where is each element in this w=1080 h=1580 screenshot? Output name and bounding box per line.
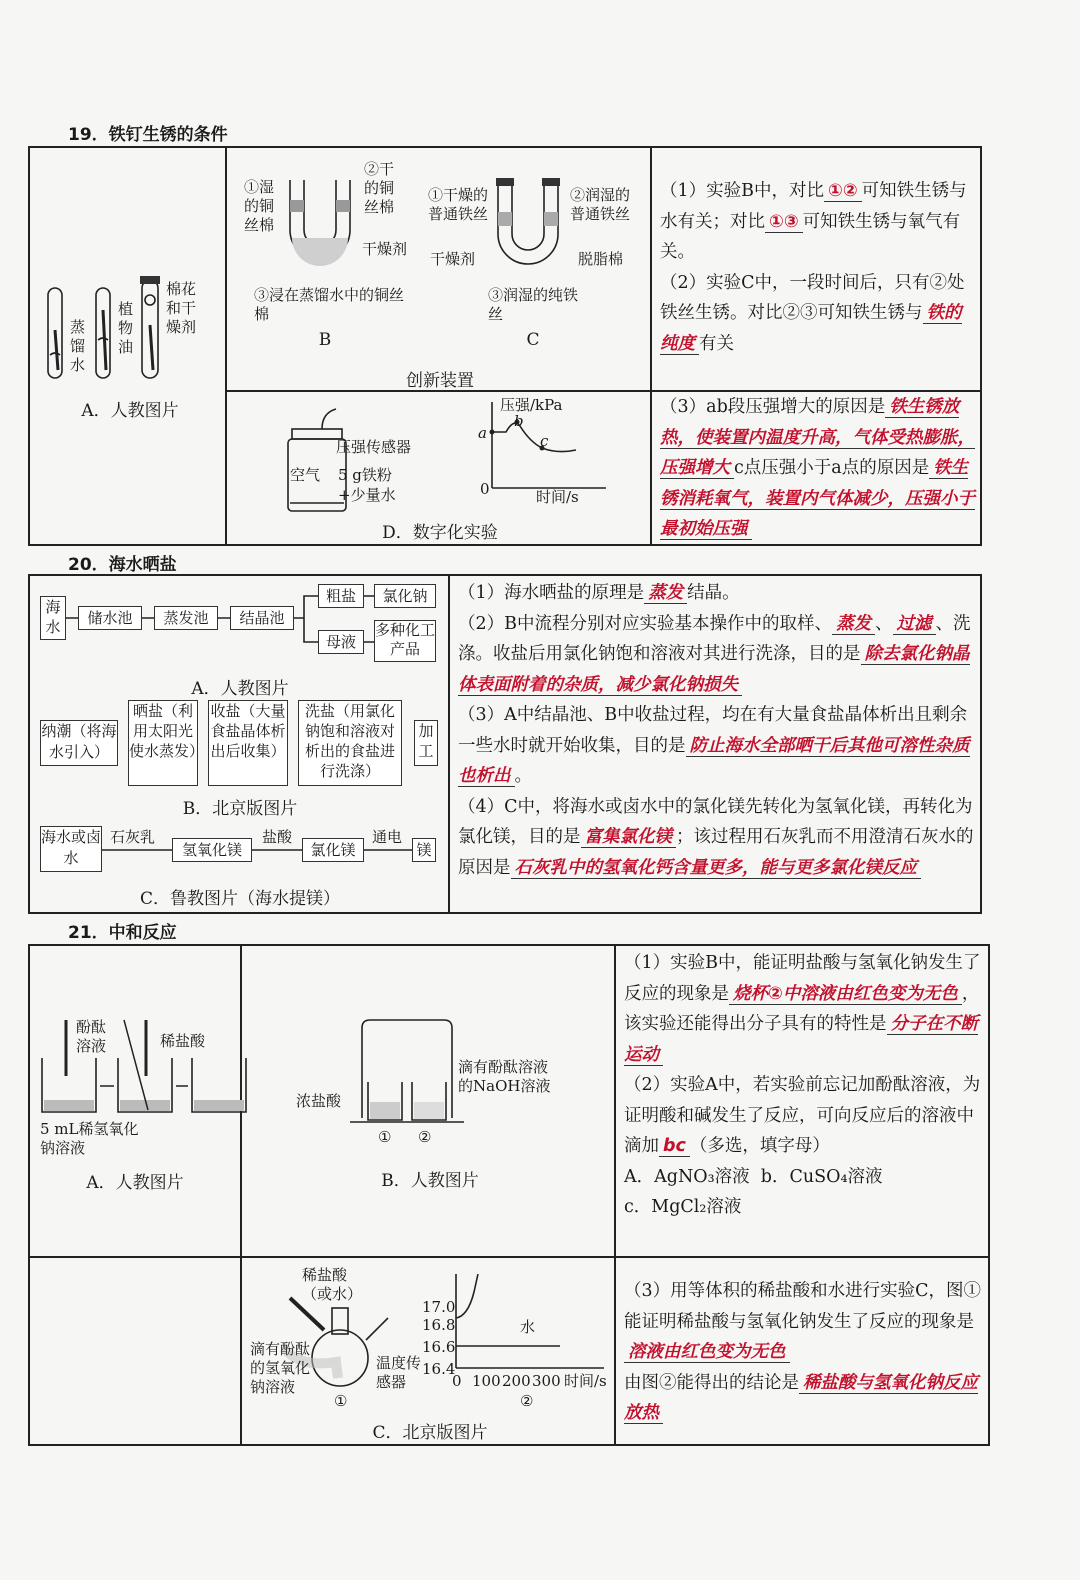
caption-19d: D．数字化实验	[382, 523, 498, 543]
section-19-q1-q2: （1）实验B中，对比 ①② 可知铁生锈与水有关；对比 ①③ 可知铁生锈与氧气有关。 （2）实验C中，一段时间后，只有②处铁丝生锈。对比②③可知铁生锈与 铁的纯度 有关	[660, 181, 967, 354]
answer-20-3: 防止海水全部晒干后其他可溶性杂质也析出	[458, 735, 970, 786]
graph-c-ytick-2: 16.6	[422, 1338, 456, 1356]
graph-c-xtick-300: 300	[532, 1372, 561, 1390]
graph-origin: 0	[480, 480, 490, 498]
section-21-q3: （3）用等体积的稀盐酸和水进行实验C，图①能证明稀盐酸与氢氧化钠发生了反应的现象是溶液由红色变为无色 由图②能得出的结论是 稀盐酸与氢氧化钠反应放热	[624, 1281, 982, 1423]
option-a: A．AgNO₃溶液	[624, 1166, 750, 1187]
label-desiccant-b: 干燥剂	[362, 240, 408, 258]
bell-jar-b-diagram	[356, 1018, 466, 1128]
label-beaker-1: ①	[378, 1128, 392, 1146]
label-dilute-hcl-a: 稀盐酸	[160, 1032, 206, 1050]
label-fig-2: ②	[520, 1392, 534, 1410]
flow-c-lime-milk: 石灰乳	[110, 828, 156, 846]
option-b: b．CuSO₄溶液	[760, 1166, 883, 1187]
graph-c-xtick-100: 100	[472, 1372, 501, 1390]
flow-a-crude-salt: 粗盐	[318, 584, 364, 608]
answer-20-2c: 除去氯化钠晶体表面附着的杂质，减少氯化钠损失	[458, 644, 970, 695]
caption-21c: C．北京版图片	[372, 1423, 488, 1443]
section-20-questions: （1）海水晒盐的原理是 蒸发 结晶。 （2）B中流程分别对应实验基本操作中的取样、 蒸发 、 过滤 、洗涤。收盐后用氯化钠饱和溶液对其进行洗涤，目的是 除去氯化钠晶体表面附着的杂质，减少氯化钠损失 （3）A中结晶池、B中收盐过程，均在有大量食盐晶体析出且剩余一些水时就开始收集，目的是 防止海水全部晒干后其他可溶性杂质也析出 。 （4）C中，将海水或卤水中的氯化镁先转化为氢氧化镁，再转化为氯化镁，目的是 富集氯化镁 ；该过程用石灰乳而不用澄清石灰水的原因是 石灰乳中的氢氧化钙含量更多，能与更多氯化镁反应	[458, 583, 974, 878]
flow-c-electrolysis: 通电	[372, 828, 403, 846]
label-little-water: +少量水	[338, 486, 396, 504]
flow-c-hcl: 盐酸	[262, 828, 293, 846]
flow-a-seawater: 海水	[40, 596, 66, 640]
section-19-q3: （3）ab段压强增大的原因是 铁生锈放热，使装置内温度升高，气体受热膨胀，压强增大 c点压强小于a点的原因是 铁生锈消耗氧气，装置内气体减少，压强小于最初始压强	[660, 397, 975, 539]
flow-a-mother-liquor: 母液	[318, 630, 364, 654]
section-20-title: 20．海水晒盐	[68, 555, 177, 575]
graph-c-water-series: 水	[520, 1318, 536, 1336]
answer-20-2a: 蒸发	[832, 614, 875, 635]
flow-c-arrows	[0, 0, 1, 1]
answer-19-1b: ①③	[765, 212, 803, 233]
label-conc-hcl: 浓盐酸	[296, 1092, 342, 1110]
graph-x-label: 时间/s	[536, 488, 579, 506]
label-dry-copper: ②干的铜丝棉	[364, 160, 395, 216]
label-naoh-phenol: 滴有酚酞溶液的NaOH溶液	[458, 1058, 551, 1095]
answer-19-3a: 铁生锈放热，使装置内温度升高，气体受热膨胀，压强增大	[660, 397, 975, 478]
graph-c-ytick-1: 16.4	[422, 1360, 456, 1378]
label-distilled-water: 蒸馏水	[70, 318, 86, 374]
label-hcl-or-water: 稀盐酸（或水）	[302, 1266, 363, 1303]
label-wet-copper: ①湿的铜丝棉	[244, 178, 275, 234]
graph-point-a: a	[478, 424, 487, 442]
flow-b-tide: 纳潮（将海水引入）	[40, 720, 118, 766]
caption-19a: A．人教图片	[81, 401, 179, 421]
flow-a-evaporation: 蒸发池	[154, 606, 218, 630]
flow-a-nacl: 氯化钠	[374, 584, 436, 608]
answer-21-1a: 烧杯②中溶液由红色变为无色	[729, 984, 962, 1005]
label-air: 空气	[290, 466, 321, 484]
label-desiccant-c: 干燥剂	[430, 250, 476, 268]
caption-innovative-device: 创新装置	[406, 371, 474, 391]
label-degreased-cotton: 脱脂棉	[578, 250, 624, 268]
label-pure-iron: ③润湿的纯铁丝	[488, 286, 579, 323]
label-pressure-sensor: 压强传感器	[336, 438, 412, 456]
graph-c-xtick-200: 200	[502, 1372, 531, 1390]
answer-19-3b: 铁生锈消耗氧气，装置内气体减少，压强小于最初始压强	[660, 458, 975, 539]
section-19-title: 19．铁钉生锈的条件	[68, 125, 228, 145]
label-soaked-copper: ③浸在蒸馏水中的铜丝棉	[254, 286, 405, 323]
caption-19c: C	[526, 330, 540, 350]
answer-21-3a: 溶液由红色变为无色	[624, 1342, 790, 1363]
answer-21-1b: 分子在不断运动	[624, 1014, 978, 1065]
label-fig-1: ①	[334, 1392, 348, 1410]
graph-point-b: b	[514, 412, 524, 430]
answer-21-3b: 稀盐酸与氢氧化钠反应放热	[624, 1372, 978, 1423]
answer-21-2: bc	[659, 1136, 690, 1157]
label-iron-powder: 5 g铁粉	[338, 466, 392, 484]
label-dry-iron: ①干燥的普通铁丝	[428, 186, 489, 223]
label-cotton-desiccant: 棉花和干燥剂	[166, 280, 197, 336]
caption-20a: A．人教图片	[191, 679, 289, 699]
option-c: c．MgCl₂溶液	[624, 1197, 742, 1217]
answer-20-2b: 过滤	[893, 614, 936, 635]
label-plant-oil: 植物油	[118, 300, 134, 356]
answer-20-4b: 石灰乳中的氢氧化钙含量更多，能与更多氯化镁反应	[511, 858, 922, 879]
label-naoh-5ml: 5 mL稀氢氧化钠溶液	[40, 1120, 139, 1157]
answer-20-4a: 富集氯化镁	[581, 827, 677, 848]
caption-19b: B	[318, 330, 332, 350]
graph-c-xlabel: 时间/s	[564, 1372, 607, 1390]
flow-c-mgcl2: 氯化镁	[302, 838, 364, 862]
flow-c-mgoh2: 氢氧化镁	[172, 838, 252, 862]
graph-c-ytick-3: 16.8	[422, 1316, 456, 1334]
answer-20-1: 蒸发	[644, 583, 687, 604]
flow-b-process: 加工	[414, 720, 438, 766]
caption-21a: A．人教图片	[86, 1173, 184, 1193]
section-21-q1-q2: （1）实验B中，能证明盐酸与氢氧化钠发生了反应的现象是 烧杯②中溶液由红色变为无色 ，该实验还能得出分子具有的特性是 分子在不断运动 （2）实验A中，若实验前忘记加酚酞溶液，为证明酸和碱发生了反应，可向反应后的溶液中滴加 bc （多选，填字母） A．AgNO₃溶液 b．CuSO₄溶液 c．MgCl₂溶液	[624, 953, 981, 1217]
answer-19-1a: ①②	[824, 181, 862, 202]
label-wet-iron: ②润湿的普通铁丝	[570, 186, 631, 223]
caption-20b: B．北京版图片	[182, 799, 298, 819]
flow-a-reservoir: 储水池	[78, 606, 142, 630]
answer-19-2: 铁的纯度	[660, 303, 962, 354]
caption-21b: B．人教图片	[381, 1171, 479, 1191]
caption-20c: C．鲁教图片（海水提镁）	[139, 889, 340, 909]
graph-point-c: c	[540, 432, 549, 450]
label-phenolphthalein: 酚酞溶液	[76, 1018, 107, 1055]
section-21-title: 21．中和反应	[68, 923, 177, 943]
u-tube-c-diagram	[498, 184, 578, 284]
label-naoh-with-phenol: 滴有酚酞的氢氧化钠溶液	[250, 1340, 311, 1396]
flow-c-mg: 镁	[412, 838, 436, 862]
label-temp-sensor: 温度传感器	[376, 1354, 422, 1391]
flow-a-chemicals: 多种化工产品	[374, 620, 436, 662]
label-beaker-2: ②	[418, 1128, 432, 1146]
graph-y-label: 压强/kPa	[500, 396, 563, 414]
graph-c-ytick-4: 17.0	[422, 1298, 456, 1316]
beakers-a-diagram	[40, 1016, 240, 1116]
flow-b-sun-dry: 晒盐（利用太阳光使水蒸发）	[128, 700, 198, 786]
flow-c-seawater: 海水或卤水	[40, 826, 102, 872]
flow-a-crystallization: 结晶池	[230, 606, 294, 630]
u-tube-b-diagram	[290, 180, 370, 280]
graph-c-xtick-0: 0	[452, 1372, 462, 1390]
flow-b-collect: 收盐（大量食盐晶体析出后收集）	[208, 700, 288, 786]
flow-b-wash: 洗盐（用氯化钠饱和溶液对析出的食盐进行洗涤）	[298, 700, 402, 786]
